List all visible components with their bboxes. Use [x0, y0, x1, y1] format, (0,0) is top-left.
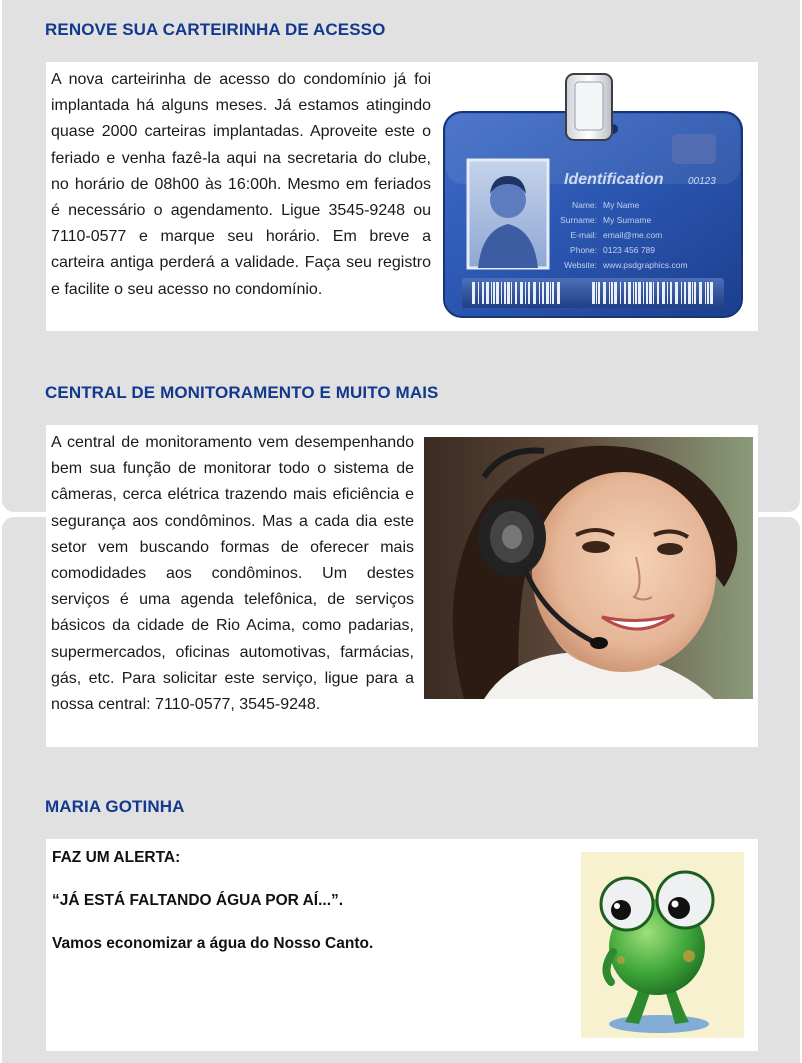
call-center-operator-photo [424, 437, 753, 699]
svg-text:www.psdgraphics.com: www.psdgraphics.com [603, 260, 688, 270]
id-card-illustration [442, 72, 744, 322]
svg-text:My Name: My Name [603, 200, 640, 210]
svg-text:Website:: Website: [564, 260, 597, 270]
alert-heading: FAZ UM ALERTA: [52, 849, 181, 866]
section-box-monitoramento [46, 425, 758, 747]
section-title-maria-gotinha: MARIA GOTINHA [45, 797, 185, 816]
section-box-carteirinha [46, 62, 758, 331]
svg-text:Identification: Identification [564, 171, 664, 188]
section-title-monitoramento: CENTRAL DE MONITORAMENTO E MUITO MAIS [45, 383, 439, 402]
svg-text:Name:: Name: [571, 200, 597, 210]
svg-text:00123: 00123 [688, 176, 716, 187]
frog-mascot-illustration [581, 852, 744, 1038]
svg-text:My Surname: My Surname [603, 215, 652, 225]
carteirinha-paragraph: A nova carteirinha de acesso do condomínio já foi implantada há alguns meses. Já estamos atingindo quase 2000 carteiras implantadas. Aproveite este o feriado e venha fazê-la aqui na secretaria do clube, no horário de 08h00 às 16:00h. Mesmo em feriados é necessário o agendamento. Ligue 3545-9248 ou 7110-0577 e marque seu horário. Em breve a carteira antiga perderá a validade. Faça seu registro e facilite o seu acesso no condomínio. [51, 71, 431, 298]
svg-text:E-mail:: E-mail: [570, 230, 597, 240]
alert-message: Vamos economizar a água do Nosso Canto. [52, 935, 374, 952]
svg-text:Phone:: Phone: [570, 245, 597, 255]
monitoramento-paragraph: A central de monitoramento vem desempenhando bem sua função de monitorar todo o sistema de câmeras, cerca elétrica trazendo mais eficiência e segurança aos condôminos. Mas a cada dia este setor vem buscando formas de oferecer mais comodidades aos condôminos. Um destes serviços é uma agenda telefônica, de serviços básicos da cidade de Rio Acima, como padarias, supermercados, oficinas automotivas, farmácias, gás, etc. Para solicitar este serviço, ligue para a nossa central: 7110-0577, 3545-9248. [51, 434, 414, 714]
svg-text:0123 456 789: 0123 456 789 [603, 245, 655, 255]
section-box-maria-gotinha [46, 839, 758, 1051]
section-title-carteirinha: RENOVE SUA CARTEIRINHA DE ACESSO [45, 20, 386, 39]
svg-text:Surname:: Surname: [560, 215, 597, 225]
svg-text:email@me.com: email@me.com [603, 230, 663, 240]
alert-quote: “JÁ ESTÁ FALTANDO ÁGUA POR AÍ...”. [52, 892, 344, 909]
maria-gotinha-text [52, 849, 373, 978]
